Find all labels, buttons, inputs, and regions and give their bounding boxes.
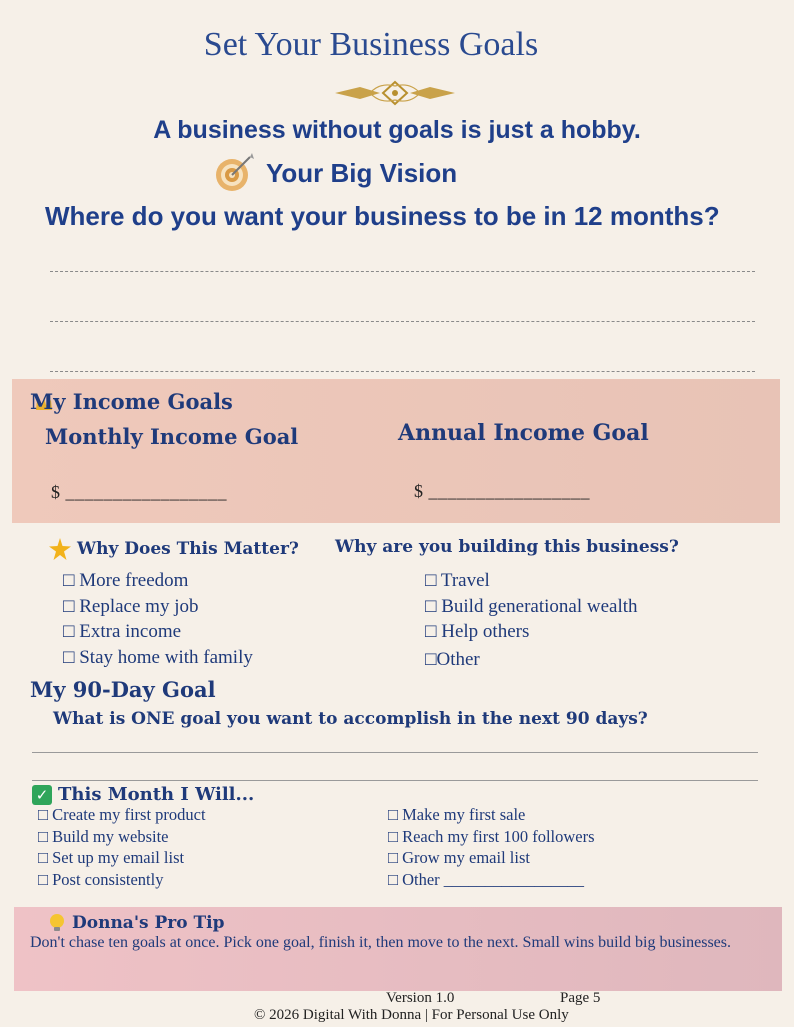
- ninety-day-question: What is ONE goal you want to accomplish in the next 90 days?: [53, 709, 648, 729]
- checkbox-option[interactable]: □ Other _________________: [388, 869, 585, 889]
- this-month-heading-row: [32, 784, 254, 805]
- version-label: Version 1.0: [386, 990, 455, 1006]
- pro-tip-heading: Donna's Pro Tip: [72, 913, 225, 933]
- annual-income-label: Annual Income Goal: [398, 420, 649, 446]
- checkbox-option[interactable]: □ Create my first product: [38, 805, 206, 824]
- this-month-left-list: [38, 804, 206, 890]
- pro-tip-text: Don't chase ten goals at once. Pick one goal, finish it, then move to the next. Small wins build big businesses.: [30, 934, 731, 951]
- checkbox-option[interactable]: □ Stay home with family: [63, 646, 253, 668]
- checkbox-option[interactable]: □ More freedom: [63, 570, 189, 591]
- vision-answer-line-2[interactable]: [50, 321, 755, 322]
- page-number: Page 5: [560, 990, 601, 1006]
- checkbox-option[interactable]: □ Make my first sale: [388, 805, 526, 824]
- star-icon: [48, 537, 72, 561]
- vision-answer-line-1[interactable]: [50, 271, 755, 272]
- checkbox-option[interactable]: □Other: [425, 648, 480, 670]
- why-options-right: [425, 568, 638, 672]
- copyright: © 2026 Digital With Donna | For Personal Use Only: [254, 1007, 569, 1023]
- annual-income-field[interactable]: $ _________________: [414, 481, 590, 501]
- monthly-income-label: Monthly Income Goal: [45, 424, 299, 449]
- ninety-day-heading: My 90-Day Goal: [30, 677, 216, 702]
- tagline: A business without goals is just a hobby.: [153, 116, 641, 144]
- vision-question: Where do you want your business to be in 12 months?: [45, 201, 720, 231]
- monthly-income-field[interactable]: $ _________________: [51, 482, 227, 502]
- this-month-heading: This Month I Will...: [58, 784, 255, 805]
- why-options-left: [63, 568, 253, 670]
- why-heading-row: [48, 537, 299, 561]
- vision-heading-row: [214, 153, 457, 193]
- checkbox-option[interactable]: □ Post consistently: [38, 869, 164, 889]
- checkbox-option[interactable]: □ Reach my first 100 followers: [388, 826, 595, 846]
- vision-heading: Your Big Vision: [266, 157, 458, 188]
- page-title: Set Your Business Goals: [203, 26, 539, 63]
- checkbox-option[interactable]: □ Grow my email list: [388, 848, 530, 867]
- light-bulb-icon: [48, 913, 66, 933]
- ninety-day-answer-line-2[interactable]: [32, 780, 758, 781]
- checkbox-option[interactable]: □ Replace my job: [63, 595, 199, 617]
- ornamental-divider: [80, 80, 710, 106]
- checkbox-option[interactable]: □ Extra income: [63, 621, 182, 642]
- pro-tip-heading-row: [48, 913, 225, 933]
- checkbox-option[interactable]: □ Build generational wealth: [425, 595, 638, 617]
- income-goals-heading: My Income Goals: [30, 389, 233, 414]
- checkbox-option[interactable]: □ Travel: [425, 570, 490, 591]
- why-heading: Why Does This Matter?: [77, 539, 299, 559]
- vision-answer-line-3[interactable]: [50, 371, 755, 372]
- checkbox-option[interactable]: □ Build my website: [38, 826, 169, 846]
- checkbox-option[interactable]: □ Help others: [425, 621, 530, 642]
- why-subheading: Why are you building this business?: [335, 537, 679, 557]
- target-icon: [214, 153, 254, 193]
- this-month-right-list: [388, 804, 595, 890]
- ninety-day-answer-line-1[interactable]: [32, 752, 758, 753]
- checkbox-option[interactable]: □ Set up my email list: [38, 848, 185, 867]
- check-mark-icon: ✓: [32, 785, 52, 805]
